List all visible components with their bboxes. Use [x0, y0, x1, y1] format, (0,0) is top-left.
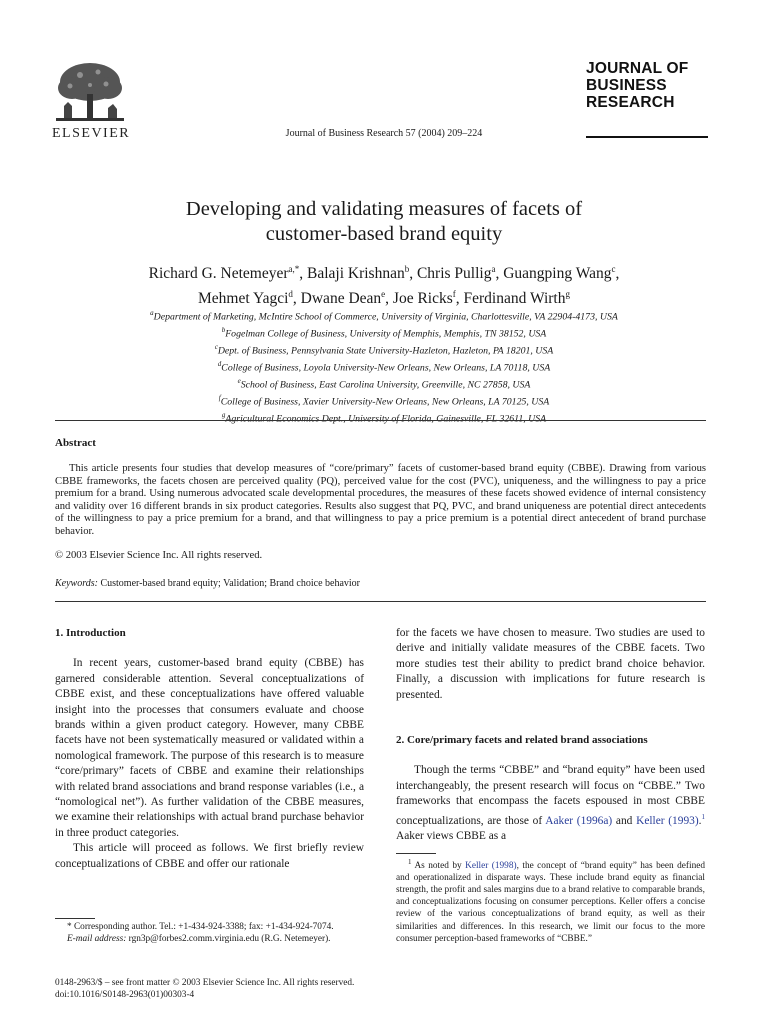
affiliation-mark: g: [221, 410, 226, 419]
footnote-email: [55, 933, 364, 945]
author-name: Richard G. Netemeyer: [148, 265, 289, 283]
author-affil-mark: a,*: [288, 264, 300, 274]
article-title: [60, 197, 708, 247]
citation-link[interactable]: Aaker (1996a): [545, 814, 613, 827]
footnote-body: , the concept of “brand equity” has been defined and operationalized in disparate ways. These include brand equity as financial strength, the profit and sales margins due to a brand relative to comparable brands, and conceptualizations focusing on consumer perceptions. Keller offers a concise review of the various conceptualizations of brand equity, as well as their similarities and differences. In this research, we limit our focus to the more consumer perception-based frameworks of “CBBE.”: [396, 861, 706, 944]
affiliation-mark: b: [221, 325, 226, 334]
author-line: [60, 284, 708, 309]
journal-logo-line: RESEARCH: [586, 94, 675, 111]
journal-logo: [586, 60, 708, 138]
author-affil-mark: c: [611, 264, 616, 274]
divider: [55, 601, 706, 602]
affiliation: [60, 392, 708, 409]
abstract-paragraph: This article presents four studies that develop measures of “core/primary” facets of customer-based brand equity (CBBE). Drawing from various CBBE frameworks, the facets chosen are perceived quality (PQ), perceived value for the cost (PVC), uniqueness, and the willingness to pay a price premium for a brand. Using numerous advocated scale developmental procedures, the measures of these facets showed evidence of internal consistency and validity over 16 different brands in six product categories. Results also suggest that PQ, PVC, and brand uniqueness are potential direct antecedents of the willingness to pay a price premium for a brand, and that willingness to pay a price premium is a potential direct antecedent of brand purchase behavior.: [55, 463, 706, 537]
author-name: Balaji Krishnan: [307, 265, 405, 283]
abstract-heading: Abstract: [55, 437, 96, 449]
affiliation: [60, 324, 708, 341]
section-heading: 2. Core/primary facets and related brand associations: [396, 734, 648, 747]
abstract-body: [55, 463, 706, 539]
author-separator: ,: [299, 265, 307, 283]
page-footer: [55, 977, 354, 1001]
title-line: customer-based brand equity: [265, 223, 503, 245]
affiliation-text: College of Business, Xavier University-New Orleans, New Orleans, LA 70125, USA: [220, 396, 550, 408]
author-separator: ,: [409, 265, 417, 283]
journal-logo-line: JOURNAL OF: [586, 60, 689, 77]
affiliation-mark: e: [237, 376, 241, 385]
author-line: [60, 259, 708, 284]
keywords-label: Keywords:: [55, 578, 98, 589]
body-paragraph: Though the terms “CBBE” and “brand equity” have been used interchangeably, the present research will focus on “CBBE.” Two frameworks that encompass the facets espoused in most CBBE conceptualizations, are those of Aaker (1996a) and Keller (1993).$^1$ Aaker views CBBE as a: [396, 764, 705, 842]
body-text: Aaker views CBBE as a: [396, 829, 507, 842]
citation-link[interactable]: Keller (1998): [465, 861, 517, 872]
affiliation-list: [60, 307, 708, 426]
email-address[interactable]: rgn3p@forbes2.comm.virginia.edu (R.G. Netemeyer).: [128, 934, 331, 944]
section-heading: 1. Introduction: [55, 627, 126, 639]
footnote-number: 1: [408, 858, 412, 866]
affiliation: [60, 341, 708, 358]
title-line: Developing and validating measures of facets of: [185, 198, 583, 220]
author-affil-mark: a: [491, 264, 496, 274]
body-paragraph: In recent years, customer-based brand equity (CBBE) has garnered considerable attention. Several conceptualizations of CBBE exist, and these conceptualizations have offered valuable insight into the processes that consumers evaluate and choose brands within a given product category. However, many CBBE facets have not been systematically measured or validated within a nomological framework. The purpose of this research is to measure “core/primary” facets of CBBE and examine their relationships with related brand associations and brand response variables (i.e., a “nomological net”). As further validation of the CBBE measures, we examine their relationships with actual brand purchase behavior in three product categories.: [55, 657, 364, 839]
left-column: [55, 626, 364, 872]
affiliation: [60, 409, 708, 426]
footnote-body: As noted by: [414, 861, 466, 872]
footnote-mark[interactable]: 1: [701, 812, 705, 821]
author-name: Dwane Dean: [300, 290, 382, 308]
body-paragraph: for the facets we have chosen to measure. Two studies are used to derive and initially validate measures of the CBBE facets. Two more studies test their ability to predict brand choice behavior. Finally, a discussion with implications for future research is presented.: [396, 627, 705, 701]
author-affil-mark: b: [404, 264, 410, 274]
body-text: and: [612, 814, 637, 827]
affiliation: [60, 307, 708, 324]
author-affil-mark: g: [565, 289, 570, 300]
affiliation: [60, 358, 708, 375]
affiliation-text: Dept. of Business, Pennsylvania State University-Hazleton, Hazleton, PA 18201, USA: [217, 345, 554, 357]
keywords: [55, 578, 360, 589]
author-separator: ,: [385, 290, 393, 308]
affiliation: [60, 375, 708, 392]
affiliation-mark: c: [214, 342, 218, 351]
affiliation-text: College of Business, Loyola University-New Orleans, New Orleans, LA 70118, USA: [221, 362, 551, 374]
keywords-text: Customer-based brand equity; Validation; Brand choice behavior: [100, 578, 361, 589]
body-text: Though the terms “CBBE” and “brand equity” have been used interchangeably, the present research will focus on “CBBE.” Two frameworks that encompass the facets espoused in most CBBE conceptualizations, are those of: [396, 764, 705, 827]
affiliation-text: Fogelman College of Business, University of Memphis, Memphis, TN 38152, USA: [225, 328, 547, 340]
doi: doi:10.1016/S0148-2963(01)00303-4: [55, 990, 195, 1000]
citation-link[interactable]: Keller (1993): [636, 814, 699, 827]
affiliation-mark: a: [150, 309, 154, 317]
footnote: [396, 856, 705, 945]
affiliation-mark: f: [218, 393, 221, 402]
footnote-corresponding: * Corresponding author. Tel.: +1-434-924-3388; fax: +1-434-924-7074.: [67, 922, 334, 932]
footnote-rule: [55, 918, 95, 919]
author-list: [60, 259, 708, 309]
author-separator: ,: [495, 265, 504, 283]
affiliation-text: Department of Marketing, McIntire School of Commerce, University of Virginia, Charlottesville, VA 22904-4173, USA: [153, 311, 618, 323]
affiliation-text: Agricultural Economics Dept., University of Florida, Gainesville, FL 32611, USA: [225, 413, 547, 425]
body-paragraph: This article will proceed as follows. We first briefly review conceptualizations of CBBE and offer our rationale: [55, 842, 364, 870]
affiliation-mark: d: [217, 359, 222, 368]
divider: [55, 420, 706, 421]
journal-logo-line: BUSINESS: [586, 77, 667, 94]
email-label: E-mail address:: [67, 934, 127, 944]
corresponding-author-footnote: [55, 921, 364, 945]
footnote-text: [396, 856, 705, 945]
footnote-rule: [396, 853, 436, 854]
author-separator: ,: [292, 290, 301, 308]
author-affil-mark: f: [452, 289, 456, 300]
journal-citation: Journal of Business Research 57 (2004) 209–224: [285, 128, 483, 139]
author-name: Ferdinand Wirth: [463, 290, 566, 308]
author-name: Joe Ricks: [392, 290, 453, 308]
affiliation-text: School of Business, East Carolina University, Greenville, NC 27858, USA: [240, 379, 531, 391]
author-name: Chris Pullig: [416, 265, 492, 283]
publisher-name: ELSEVIER: [52, 126, 131, 141]
author-name: Mehmet Yagci: [198, 290, 289, 308]
author-separator: ,: [455, 290, 464, 308]
author-affil-mark: d: [288, 289, 293, 300]
author-affil-mark: e: [381, 289, 386, 300]
author-name: Guangping Wang: [503, 265, 612, 283]
author-separator: ,: [615, 265, 620, 283]
footer-line: 0148-2963/$ – see front matter © 2003 Elsevier Science Inc. All rights reserved.: [55, 978, 355, 988]
right-column: [396, 626, 705, 844]
abstract-copyright: © 2003 Elsevier Science Inc. All rights reserved.: [55, 550, 263, 561]
